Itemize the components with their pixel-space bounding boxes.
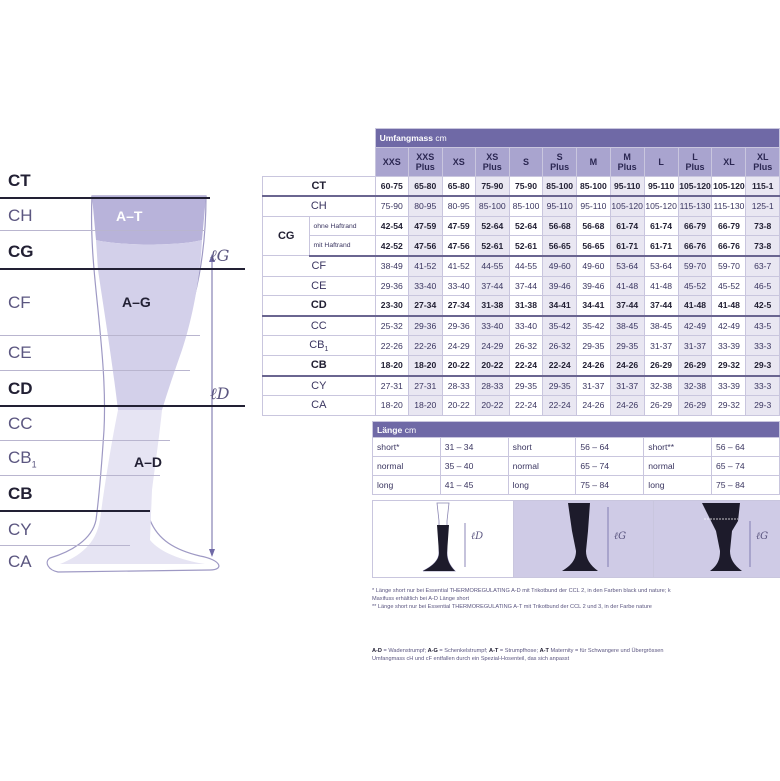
row-label — [263, 336, 376, 356]
length-cell: 41 – 45 — [440, 476, 508, 495]
size-cell: 29-35 — [543, 376, 577, 396]
size-cell: 26-32 — [509, 336, 543, 356]
size-cell: 59-70 — [678, 256, 712, 276]
size-cell: 56-65 — [543, 236, 577, 256]
size-cell: 29-36 — [375, 276, 408, 296]
footnote-1a: * Länge short nur bei Essential THERMOREGULATING A-D mit Trikotbund der CCL 2, in den Farben black und nature; k — [372, 588, 671, 594]
size-cell: 95-110 — [644, 176, 678, 196]
size-cell: 34-41 — [577, 296, 611, 316]
level-ca: CA — [8, 552, 32, 571]
size-row — [263, 376, 780, 396]
size-cell: 80-95 — [442, 196, 475, 216]
size-cell: 52-61 — [509, 236, 543, 256]
size-cell: 28-33 — [475, 376, 509, 396]
size-cell: 61-74 — [644, 216, 678, 236]
size-cell: 22-24 — [509, 355, 543, 375]
size-cell: 73-8 — [746, 236, 780, 256]
length-cell: normal — [508, 457, 576, 476]
tights-picture — [653, 500, 780, 578]
size-cell: 27-31 — [375, 376, 408, 396]
level-cc: CC — [8, 414, 33, 433]
size-cell: 22-26 — [375, 336, 408, 356]
size-cell: 37-44 — [610, 296, 644, 316]
size-cell: 32-38 — [644, 376, 678, 396]
size-cell: 125-1 — [746, 196, 780, 216]
size-cell: 33-40 — [442, 276, 475, 296]
size-cell: 37-44 — [509, 276, 543, 296]
size-cell: 24-29 — [475, 336, 509, 356]
size-cell: 29-3 — [746, 396, 780, 416]
size-header-name: M — [589, 156, 598, 167]
size-header-plus: Plus — [482, 161, 502, 172]
size-cell: 25-32 — [375, 316, 408, 336]
size-header-name: M — [623, 151, 631, 162]
size-header-m-plus — [610, 147, 644, 176]
size-cell: 60-75 — [375, 176, 408, 196]
size-cell: 46-5 — [746, 276, 780, 296]
size-cell: 20-22 — [442, 355, 475, 375]
size-cell: 23-30 — [375, 296, 408, 316]
size-cell: 41-52 — [409, 256, 442, 276]
size-cell: 27-34 — [409, 296, 442, 316]
size-cell: 31-38 — [509, 296, 543, 316]
size-header-name: S — [522, 156, 529, 167]
size-cell: 27-31 — [409, 376, 442, 396]
size-cell: 45-52 — [712, 276, 746, 296]
row-label-code: CH — [310, 200, 327, 213]
size-cell: 28-33 — [442, 376, 475, 396]
size-cell: 29-36 — [442, 316, 475, 336]
length-table-caption: Länge cm — [373, 422, 780, 438]
size-cell: 42-54 — [375, 216, 408, 236]
size-cell: 35-42 — [543, 316, 577, 336]
level-ce: CE — [8, 343, 32, 362]
size-cell: 20-22 — [475, 355, 509, 375]
length-cell: normal — [644, 457, 712, 476]
size-cell: 105-120 — [712, 176, 746, 196]
size-cell: 53-64 — [644, 256, 678, 276]
size-row — [263, 276, 780, 296]
size-cell: 52-64 — [475, 216, 509, 236]
length-cell: 65 – 74 — [576, 457, 644, 476]
zone-ad-label: A–D — [134, 454, 163, 470]
size-cell: 18-20 — [375, 355, 408, 375]
row-label-code: CB — [309, 338, 325, 351]
size-header-name: XL — [756, 151, 769, 162]
size-header-name: L — [692, 151, 698, 162]
size-cell: 47-56 — [442, 236, 475, 256]
size-cell: 59-70 — [712, 256, 746, 276]
level-cb1 — [8, 448, 37, 469]
size-cell: 42-49 — [712, 316, 746, 336]
size-table-caption: Umfangmass cm — [375, 129, 779, 148]
size-cell: 75-90 — [509, 176, 543, 196]
size-cell: 75-90 — [475, 176, 509, 196]
pic-ld-label: ℓD — [471, 531, 484, 542]
size-cell: 20-22 — [442, 396, 475, 416]
size-cell: 115-130 — [712, 196, 746, 216]
size-cell: 33-40 — [475, 316, 509, 336]
size-row — [263, 296, 780, 316]
size-cell: 66-79 — [678, 216, 712, 236]
size-cell: 65-80 — [442, 176, 475, 196]
size-cell: 65-80 — [409, 176, 442, 196]
length-ld-label: ℓD — [210, 384, 230, 403]
size-row — [263, 236, 780, 256]
size-cell: 66-76 — [678, 236, 712, 256]
size-cell: 38-45 — [610, 316, 644, 336]
size-cell: 75-90 — [375, 196, 408, 216]
size-header-plus: Plus — [550, 161, 570, 172]
size-cell: 56-65 — [577, 236, 611, 256]
size-header-xxs — [375, 147, 408, 176]
length-cell: long — [644, 476, 712, 495]
length-cell: long — [508, 476, 576, 495]
size-cell: 41-48 — [644, 276, 678, 296]
level-ct: CT — [8, 171, 31, 190]
row-label-code: CC — [310, 320, 327, 333]
size-cell: 56-68 — [577, 216, 611, 236]
size-cell: 22-26 — [409, 336, 442, 356]
size-cell: 33-39 — [712, 376, 746, 396]
size-row — [263, 336, 780, 356]
size-cell: 47-56 — [409, 236, 442, 256]
level-cb1-code: CB — [8, 448, 32, 467]
pic-lg1-label: ℓG — [614, 531, 627, 542]
size-cell: 105-120 — [644, 196, 678, 216]
size-cell: 66-79 — [712, 216, 746, 236]
size-cell: 37-44 — [475, 276, 509, 296]
length-row-long — [373, 476, 780, 495]
size-header-name: XS — [452, 156, 465, 167]
size-header-plus: Plus — [685, 161, 705, 172]
size-cell: 39-46 — [577, 276, 611, 296]
size-cell: 26-29 — [678, 355, 712, 375]
size-cell: 41-52 — [442, 256, 475, 276]
size-cell: 52-61 — [475, 236, 509, 256]
row-label-sub: 1 — [324, 345, 329, 353]
size-cell: 33-40 — [509, 316, 543, 336]
size-cell: 31-37 — [577, 376, 611, 396]
zone-ag-label: A–G — [122, 294, 151, 310]
row-label-code: CF — [311, 260, 327, 273]
level-ch: CH — [8, 206, 33, 225]
size-header-name: XL — [723, 156, 735, 167]
size-header-xl-plus — [746, 147, 780, 176]
size-cell: 39-46 — [543, 276, 577, 296]
size-cell: 115-1 — [746, 176, 780, 196]
legend-line-2: Umfangmass cH und cF entfallen durch ein Spezial-Hosenteil, das sich anpasst — [372, 656, 570, 662]
size-cell: 95-110 — [577, 196, 611, 216]
size-header-l — [644, 147, 678, 176]
size-cell: 31-38 — [475, 296, 509, 316]
row-label — [263, 316, 376, 336]
length-cell: 75 – 84 — [711, 476, 779, 495]
row-sublabel: mit Haftrand — [310, 236, 375, 256]
level-cy: CY — [8, 520, 32, 539]
size-header-s-plus — [543, 147, 577, 176]
size-cell: 45-52 — [678, 276, 712, 296]
legend-line-1: A-D = Wadenstrumpf; A-G = Schenkelstrumpf; A-T = Strumpfhose; A-T Maternity = für Schwangere und Übergrössen — [372, 648, 664, 654]
size-cell: 38-49 — [375, 256, 408, 276]
size-cell: 33-40 — [409, 276, 442, 296]
size-row — [263, 216, 780, 236]
size-cell: 34-41 — [543, 296, 577, 316]
size-cell: 18-20 — [409, 396, 442, 416]
size-cell: 85-100 — [475, 196, 509, 216]
leg-measurement-diagram — [0, 160, 245, 580]
size-cell: 56-68 — [543, 216, 577, 236]
size-cell: 29-32 — [712, 396, 746, 416]
size-header-plus: Plus — [753, 161, 773, 172]
size-cell: 44-55 — [509, 256, 543, 276]
length-table — [372, 421, 780, 495]
size-cell: 42-49 — [678, 316, 712, 336]
level-cg: CG — [8, 242, 34, 261]
size-cell: 41-48 — [678, 296, 712, 316]
size-cell: 33-3 — [746, 376, 780, 396]
size-cell: 95-110 — [610, 176, 644, 196]
size-cell: 43-5 — [746, 316, 780, 336]
row-label-code: CB — [310, 359, 327, 372]
pic-lg2-label: ℓG — [756, 531, 769, 542]
size-row — [263, 176, 780, 196]
size-cell: 38-45 — [644, 316, 678, 336]
size-cell: 31-37 — [678, 336, 712, 356]
size-row — [263, 256, 780, 276]
size-cell: 80-95 — [409, 196, 442, 216]
level-cb1-sub: 1 — [31, 459, 37, 470]
size-cell: 31-37 — [644, 336, 678, 356]
size-cell: 33-39 — [712, 336, 746, 356]
length-cell: 56 – 64 — [711, 438, 779, 457]
row-label-code: CE — [311, 279, 327, 292]
length-cell: 56 – 64 — [576, 438, 644, 457]
level-cf: CF — [8, 293, 31, 312]
size-header-name: XXS — [416, 151, 435, 162]
footnote-2: ** Länge short nur bei Essential THERMOREGULATING A-T mit Trikotbund der CCL 2 und 3, in der Farbe nature — [372, 604, 652, 610]
size-header-xs-plus — [475, 147, 509, 176]
size-header-l-plus — [678, 147, 712, 176]
size-cell: 42-52 — [375, 236, 408, 256]
size-cell: 85-100 — [543, 176, 577, 196]
size-cell: 22-24 — [543, 355, 577, 375]
size-cell: 27-34 — [442, 296, 475, 316]
level-cb: CB — [8, 484, 33, 503]
size-header-m — [577, 147, 611, 176]
length-cell: long — [373, 476, 441, 495]
length-row-short — [373, 438, 780, 457]
size-header-xl — [712, 147, 746, 176]
row-label: CG — [263, 216, 310, 256]
size-row — [263, 196, 780, 216]
row-label — [263, 355, 376, 375]
size-cell: 49-60 — [577, 256, 611, 276]
size-cell: 47-59 — [409, 216, 442, 236]
size-cell: 22-24 — [509, 396, 543, 416]
row-label — [263, 376, 376, 396]
length-lg-label: ℓG — [210, 246, 230, 265]
size-cell: 41-48 — [610, 276, 644, 296]
length-cell: short — [508, 438, 576, 457]
size-cell: 105-120 — [678, 176, 712, 196]
size-cell: 18-20 — [375, 396, 408, 416]
level-cd: CD — [8, 379, 33, 398]
size-cell: 29-35 — [577, 336, 611, 356]
size-cell: 42-5 — [746, 296, 780, 316]
size-cell: 26-32 — [543, 336, 577, 356]
row-label-code: CT — [311, 179, 327, 192]
row-sublabel: ohne Haftrand — [310, 216, 375, 236]
row-label — [263, 176, 376, 196]
size-cell: 61-71 — [610, 236, 644, 256]
size-cell: 31-37 — [610, 376, 644, 396]
row-label-code: CA — [311, 399, 327, 412]
size-cell: 44-55 — [475, 256, 509, 276]
size-cell: 29-36 — [409, 316, 442, 336]
size-cell: 95-110 — [543, 196, 577, 216]
size-cell: 26-29 — [644, 396, 678, 416]
size-header-xs — [442, 147, 475, 176]
size-table — [262, 128, 780, 416]
size-cell: 63-7 — [746, 256, 780, 276]
length-row-normal — [373, 457, 780, 476]
size-cell: 47-59 — [442, 216, 475, 236]
length-cell: normal — [373, 457, 441, 476]
size-cell: 20-22 — [475, 396, 509, 416]
row-label — [263, 196, 376, 216]
footnote-1b: Maxifuss erhältlich bei A-D Länge short — [372, 596, 470, 602]
row-label — [263, 296, 376, 316]
size-cell: 52-64 — [509, 216, 543, 236]
size-row — [263, 396, 780, 416]
size-cell: 24-26 — [610, 355, 644, 375]
row-label — [263, 396, 376, 416]
size-cell: 85-100 — [509, 196, 543, 216]
size-cell: 24-26 — [610, 396, 644, 416]
length-cell: 31 – 34 — [440, 438, 508, 457]
size-cell: 33-3 — [746, 336, 780, 356]
size-cell: 49-60 — [543, 256, 577, 276]
size-cell: 73-8 — [746, 216, 780, 236]
length-cell: 65 – 74 — [711, 457, 779, 476]
size-header-xxs-plus — [409, 147, 442, 176]
size-cell: 105-120 — [610, 196, 644, 216]
size-header-s — [509, 147, 543, 176]
size-row — [263, 316, 780, 336]
length-cell: short* — [373, 438, 441, 457]
size-cell: 41-48 — [712, 296, 746, 316]
size-header-name: XXS — [382, 156, 401, 167]
row-label — [263, 276, 376, 296]
size-cell: 115-130 — [678, 196, 712, 216]
size-cell: 26-29 — [644, 355, 678, 375]
size-cell: 85-100 — [577, 176, 611, 196]
length-cell: 35 – 40 — [440, 457, 508, 476]
size-cell: 29-32 — [712, 355, 746, 375]
size-cell: 26-29 — [678, 396, 712, 416]
size-cell: 22-24 — [543, 396, 577, 416]
size-header-name: L — [658, 156, 664, 167]
row-label-code: CD — [310, 299, 327, 312]
size-header-plus: Plus — [617, 161, 637, 172]
size-cell: 35-42 — [577, 316, 611, 336]
size-cell: 24-26 — [577, 396, 611, 416]
size-row — [263, 355, 780, 375]
size-cell: 24-29 — [442, 336, 475, 356]
size-cell: 29-35 — [509, 376, 543, 396]
size-cell: 29-35 — [610, 336, 644, 356]
knee-stocking-picture — [372, 500, 514, 578]
thigh-stocking-picture — [513, 500, 654, 578]
row-label-code: CY — [311, 379, 327, 392]
row-label — [263, 256, 376, 276]
length-cell: 75 – 84 — [576, 476, 644, 495]
knee-stocking-icon — [373, 501, 513, 577]
length-cell: short** — [644, 438, 712, 457]
size-cell: 32-38 — [678, 376, 712, 396]
zone-at-label: A–T — [116, 208, 143, 224]
size-cell: 24-26 — [577, 355, 611, 375]
thigh-stocking-icon — [514, 501, 653, 577]
size-cell: 53-64 — [610, 256, 644, 276]
size-cell: 18-20 — [409, 355, 442, 375]
size-cell: 37-44 — [644, 296, 678, 316]
size-cell: 66-76 — [712, 236, 746, 256]
size-cell: 61-74 — [610, 216, 644, 236]
size-header-name: XS — [486, 151, 499, 162]
size-cell: 61-71 — [644, 236, 678, 256]
size-cell: 29-3 — [746, 355, 780, 375]
size-header-plus: Plus — [415, 161, 435, 172]
size-header-name: S — [556, 151, 563, 162]
